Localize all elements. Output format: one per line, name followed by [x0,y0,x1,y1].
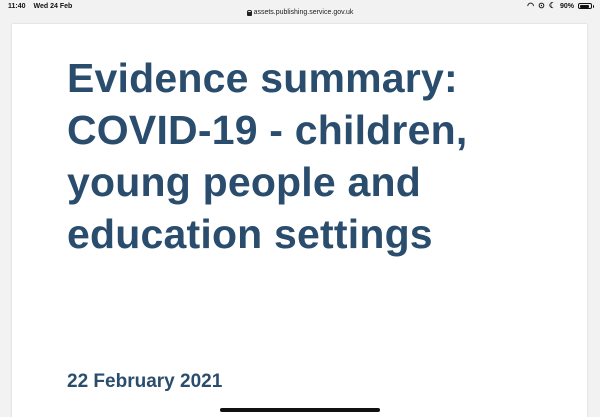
title-line-2: COVID-19 - children, [67,107,468,153]
title-line-4: education settings [67,211,433,257]
title-line-1: Evidence summary: [67,55,458,101]
battery-fill [580,5,590,8]
wifi-icon: ◠ [527,1,535,10]
battery-icon [578,3,592,9]
address-url[interactable]: assets.publishing.service.gov.uk [253,9,354,16]
document-page[interactable] [12,24,587,417]
battery-percent: 90% [559,2,574,10]
status-bar [0,0,600,22]
address-bar[interactable] [0,9,600,16]
status-time: 11:40 [8,3,26,10]
title-line-3: young people and [67,159,421,205]
document-date: 22 February 2021 [67,371,223,392]
screen-lock-icon: ⊙ [538,1,545,10]
moon-icon: ☾ [548,1,556,10]
lock-icon [247,10,252,16]
status-date: Wed 24 Feb [33,3,73,10]
document-title [67,52,567,260]
home-indicator[interactable] [220,408,380,412]
status-right [527,2,592,10]
